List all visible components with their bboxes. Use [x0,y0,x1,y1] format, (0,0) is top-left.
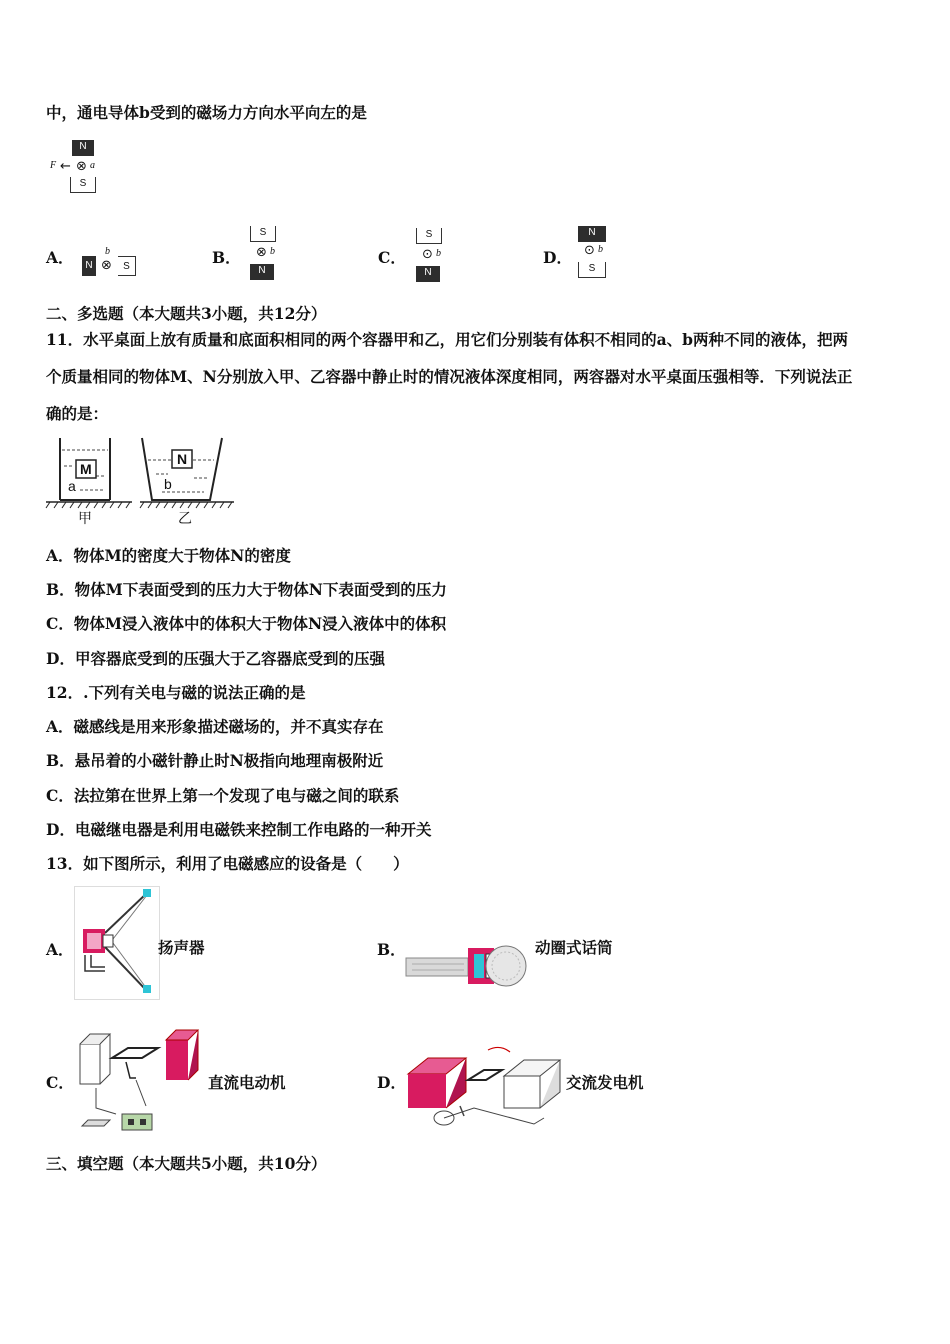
s-pole-magnet: S [578,262,606,278]
current-into-page-icon: ⊗ [101,258,112,273]
q10-option-c-figure [412,228,452,286]
conductor-label: b [105,246,110,257]
q13-option-c-label[interactable]: C． [46,1073,74,1092]
q13-option-d-caption: 交流发电机 [566,1073,644,1092]
q13-option-b-label[interactable]: B． [377,940,406,959]
section-3-title: 三、填空题（本大题共5小题，共10分） [46,1154,327,1173]
q11-stem-line-3: 确的是： [46,404,109,423]
q11-option-c[interactable]: C．物体M浸入液体中的体积大于物体N浸入液体中的体积 [46,614,447,633]
q11-stem-line-2: 个质量相同的物体M、N分别放入甲、乙容器中静止时的情况液体深度相同，两容器对水平桌面压强相等．下列说法正 [46,367,853,386]
object-m-label: M [80,461,92,477]
q11-stem-line-1: 11．水平桌面上放有质量和底面积相同的两个容器甲和乙，用它们分别装有体积不相同的a、b两种不同的液体，把两 [46,330,848,349]
s-pole-magnet: S [416,228,442,244]
liquid-a-label: a [68,478,76,494]
q10-option-d-label[interactable]: D． [543,248,572,267]
q13-stem: 13．如下图所示，利用了电磁感应的设备是（ ） [46,854,409,873]
liquid-b-label: b [164,476,172,492]
q12-option-d[interactable]: D．电磁继电器是利用电磁铁来控制工作电路的一种开关 [46,820,432,839]
microphone-image [404,936,528,996]
q10-option-d-figure [576,226,616,284]
q13-option-a-caption: 扬声器 [158,938,205,957]
q10-stem: 中，通电导体b受到的磁场力方向水平向左的是 [46,103,367,122]
section-2-title: 二、多选题（本大题共3小题，共12分） [46,304,327,323]
q13-option-c-caption: 直流电动机 [208,1073,286,1092]
q11-option-a[interactable]: A．物体M的密度大于物体N的密度 [46,546,291,565]
container-yi-label: 乙 [178,511,192,527]
conductor-label: a [90,160,95,171]
container-jia-label: 甲 [78,511,92,527]
q10-option-b-label[interactable]: B． [212,248,241,267]
current-into-page-icon: ⊗ [76,159,87,174]
q10-example-figure [48,140,108,196]
n-pole-magnet: N [82,256,96,276]
q10-option-c-label[interactable]: C． [378,248,406,267]
force-label: F [50,160,57,171]
current-out-of-page-icon: ⊙ [422,247,433,262]
dc-motor-drawing [76,1018,206,1134]
dc-motor-image [76,1018,206,1134]
ac-generator-drawing [404,1044,564,1134]
q10-option-b-figure [246,226,286,284]
q10-option-a-label[interactable]: A． [46,248,74,267]
n-pole-magnet: N [578,226,606,242]
n-pole-magnet: N [416,266,440,282]
conductor-label: b [436,248,441,259]
q12-option-b[interactable]: B．悬吊着的小磁针静止时N极指向地理南极附近 [46,751,384,770]
speaker-drawing [75,887,159,999]
microphone-drawing [404,936,528,996]
s-pole-magnet: S [118,256,136,276]
q13-option-a-label[interactable]: A． [46,940,74,959]
q11-option-b[interactable]: B．物体M下表面受到的压力大于物体N下表面受到的压力 [46,580,447,599]
s-pole-magnet: S [70,177,96,193]
n-pole-magnet: N [250,264,274,280]
q13-option-b-caption: 动圈式话筒 [535,938,613,957]
arrow-left-icon: ← [60,159,71,174]
current-into-page-icon: ⊗ [256,245,267,260]
conductor-label: b [598,244,603,255]
speaker-image [74,886,160,1000]
ac-generator-image [404,1044,564,1134]
q11-option-d[interactable]: D．甲容器底受到的压强大于乙容器底受到的压强 [46,649,385,668]
current-out-of-page-icon: ⊙ [584,243,595,258]
conductor-label: b [270,246,275,257]
q12-stem: 12．.下列有关电与磁的说法正确的是 [46,683,306,702]
s-pole-magnet: S [250,226,276,242]
q12-option-c[interactable]: C．法拉第在世界上第一个发现了电与磁之间的联系 [46,786,400,805]
q12-option-a[interactable]: A．磁感线是用来形象描述磁场的，并不真实存在 [46,717,384,736]
q10-option-a-figure [82,248,142,278]
q11-containers-figure [44,436,236,528]
q13-option-d-label[interactable]: D． [377,1073,406,1092]
n-pole-magnet: N [72,140,94,156]
object-n-label: N [177,451,188,467]
